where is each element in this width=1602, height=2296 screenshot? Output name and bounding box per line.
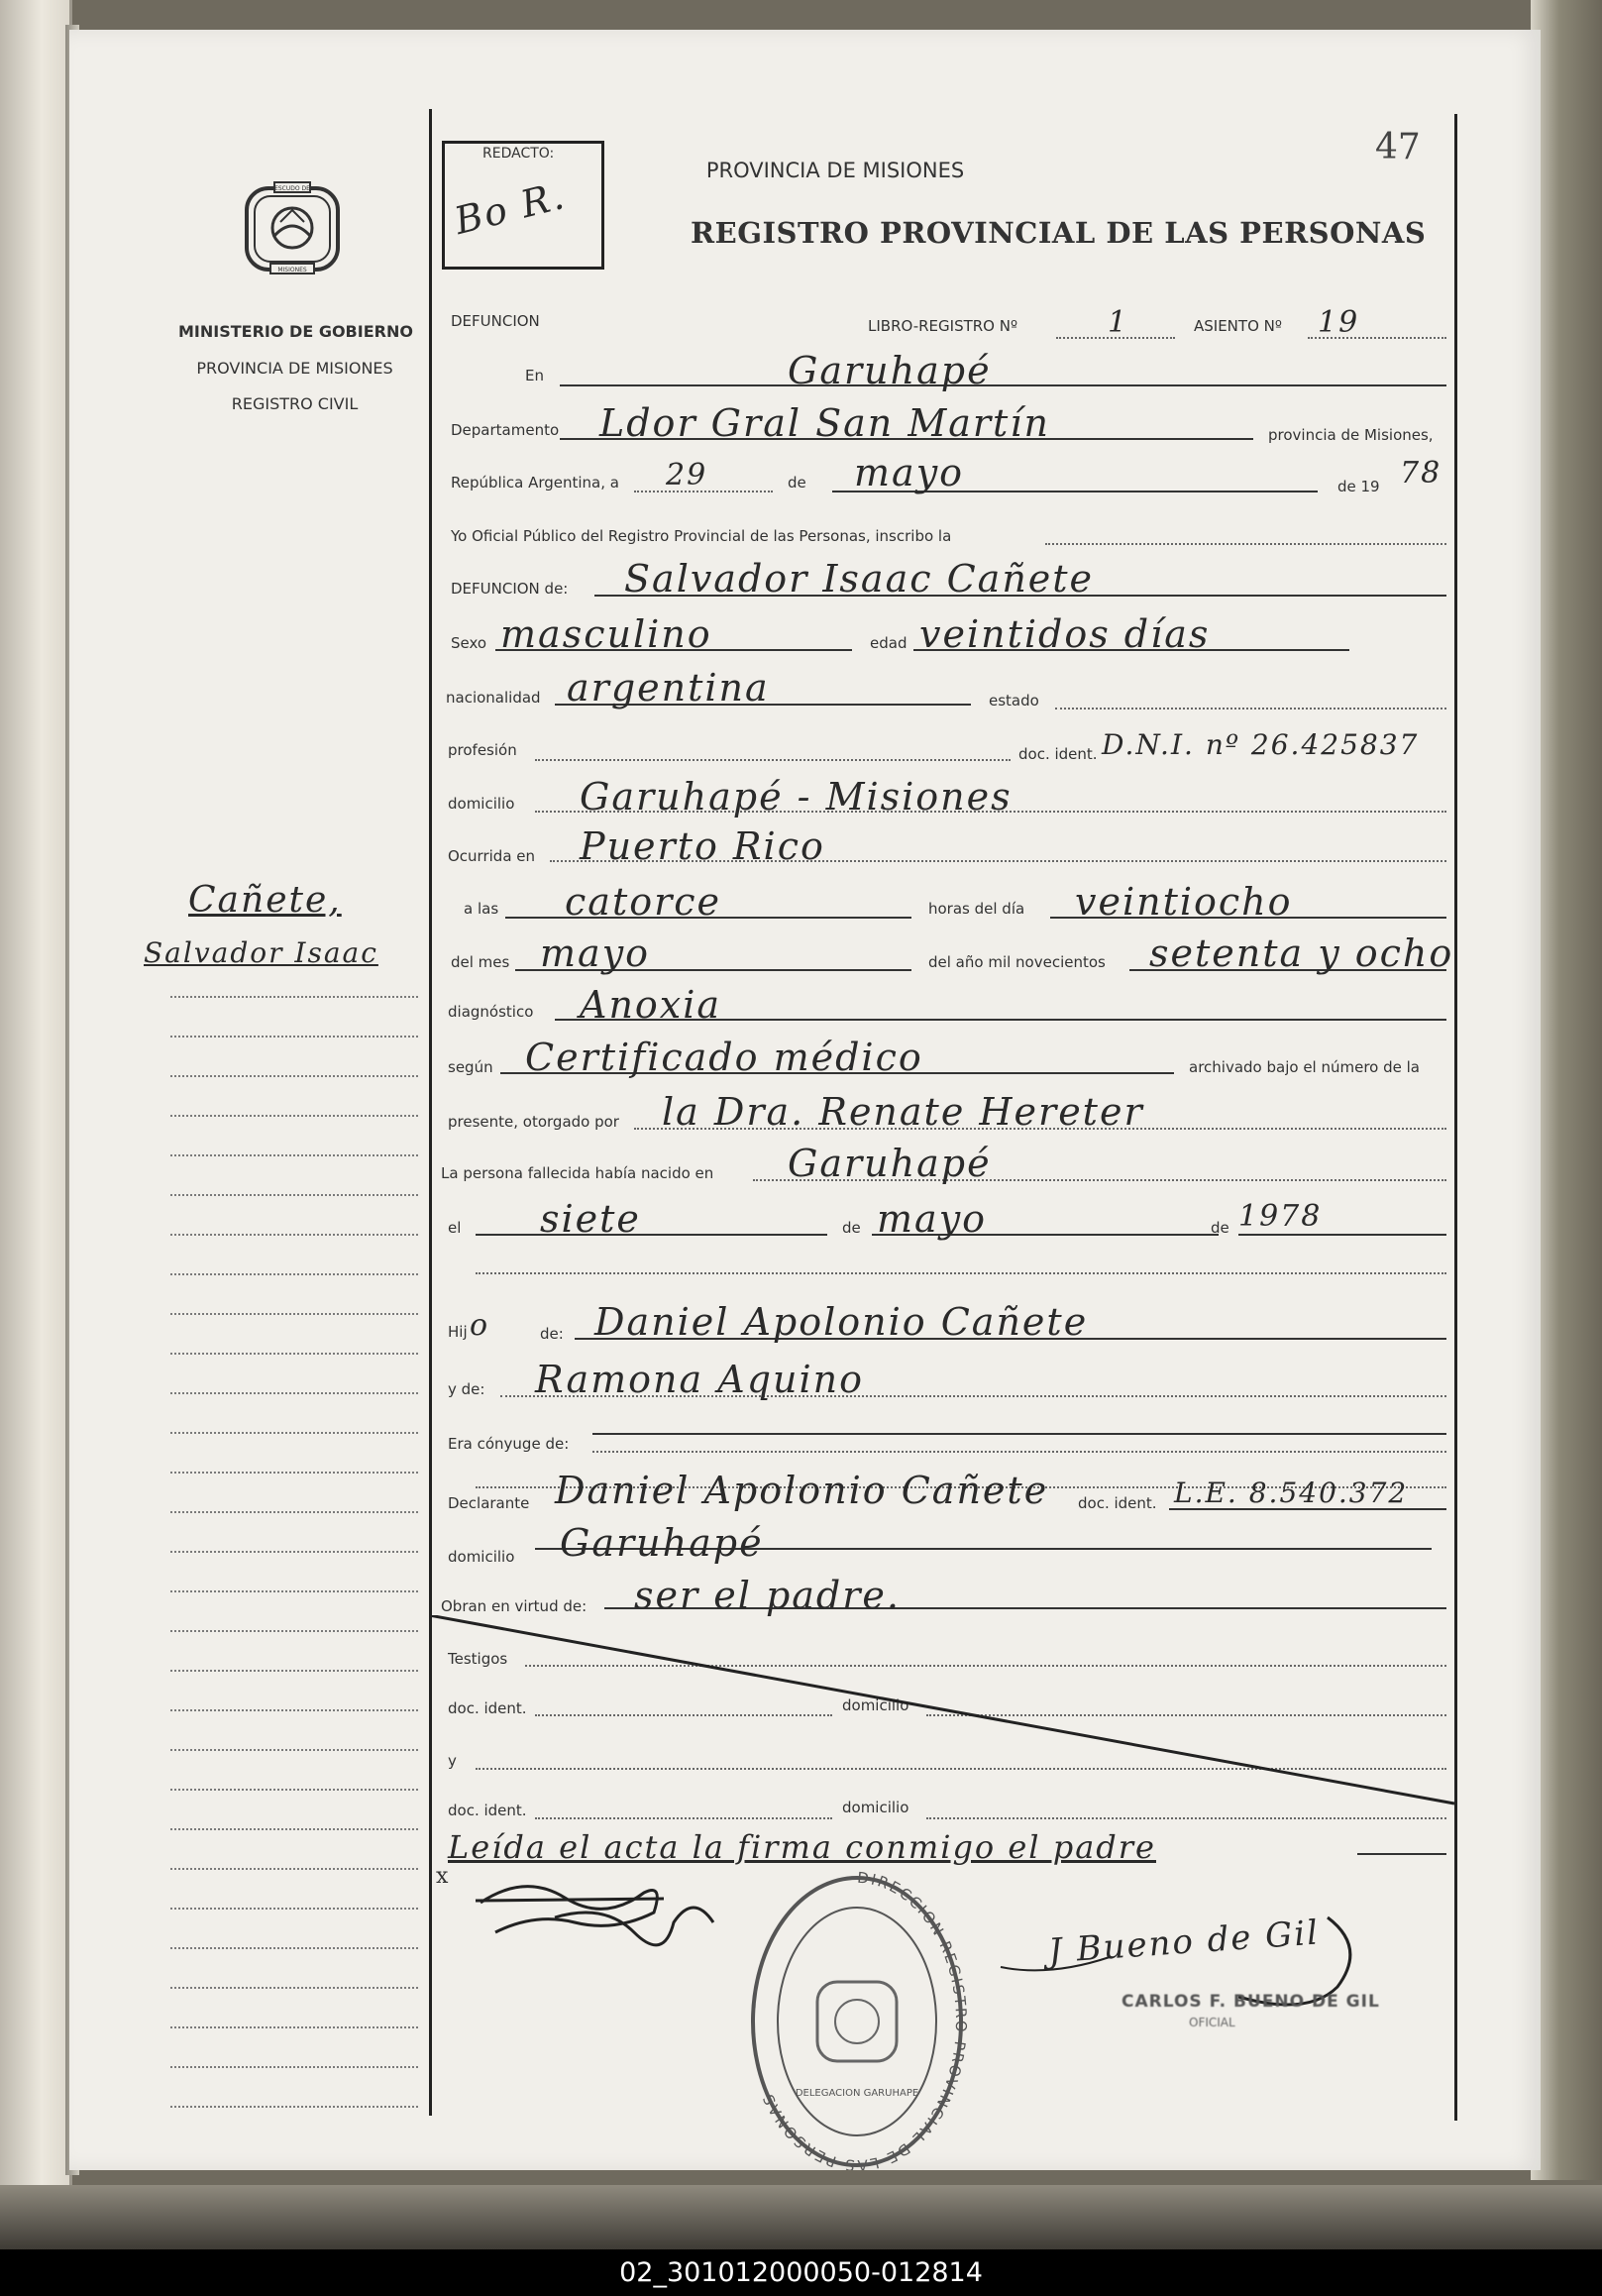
defuncion-de-label: DEFUNCION de: xyxy=(451,580,569,598)
obran-value: ser el padre. xyxy=(634,1574,901,1617)
declarante-domicilio-value: Garuhapé xyxy=(560,1521,764,1565)
testigo2-domicilio-label: domicilio xyxy=(842,1799,909,1816)
ministry-label: MINISTERIO DE GOBIERNO xyxy=(178,322,413,341)
header-title: REGISTRO PROVINCIAL DE LAS PERSONAS xyxy=(691,216,1427,250)
margin-ruled-line xyxy=(170,1353,418,1355)
segun-value: Certificado médico xyxy=(525,1036,923,1079)
domicilio-value: Garuhapé - Misiones xyxy=(580,775,1013,819)
margin-ruled-line xyxy=(170,1154,418,1156)
nacido-en-label: La persona fallecida había nacido en xyxy=(441,1164,714,1182)
oficial-text: Yo Oficial Público del Registro Provincial de las Personas, inscribo la xyxy=(451,527,952,545)
libro-value: 1 xyxy=(1108,305,1129,340)
nac-anio-value: 1978 xyxy=(1238,1199,1323,1234)
en-line xyxy=(560,384,1446,386)
nac-dia-line xyxy=(476,1234,827,1236)
declarante-value: Daniel Apolonio Cañete xyxy=(555,1469,1049,1512)
provincia-misiones-label: provincia de Misiones, xyxy=(1268,426,1434,444)
oficial-line xyxy=(1045,543,1446,545)
y-label: y xyxy=(448,1752,457,1770)
margin-ruled-line xyxy=(170,996,418,998)
margin-ruled-line xyxy=(170,1273,418,1275)
image-caption: 02_301012000050-012814 xyxy=(619,2257,983,2288)
margin-ruled-line xyxy=(170,1313,418,1315)
presente-label: presente, otorgado por xyxy=(448,1113,619,1131)
madre-value: Ramona Aquino xyxy=(535,1358,865,1401)
margin-ruled-line xyxy=(170,1749,418,1751)
province-label: PROVINCIA DE MISIONES xyxy=(196,359,393,378)
bottom-book-edge xyxy=(0,2185,1602,2249)
svg-text:ESCUDO DE: ESCUDO DE xyxy=(274,185,310,192)
edad-label: edad xyxy=(870,634,908,652)
profesion-line xyxy=(535,759,1011,761)
asiento-value: 19 xyxy=(1318,305,1360,340)
margin-ruled-line xyxy=(170,1947,418,1949)
nombre-value: Salvador Isaac Cañete xyxy=(624,557,1095,601)
anio-texto-value: setenta y ocho xyxy=(1149,931,1454,975)
form-right-border xyxy=(1454,114,1457,2121)
margin-ruled-line xyxy=(170,1590,418,1592)
ocurrida-label: Ocurrida en xyxy=(448,847,536,865)
margin-ruled-line xyxy=(170,1987,418,1989)
margin-ruled-line xyxy=(170,1828,418,1830)
domicilio-label: domicilio xyxy=(448,795,515,813)
segun-label: según xyxy=(448,1058,493,1076)
del-anio-label: del año mil novecientos xyxy=(928,953,1106,971)
dia-value: 29 xyxy=(666,458,708,492)
de-label-2: de xyxy=(842,1219,861,1237)
margin-ruled-line xyxy=(170,1194,418,1196)
margin-ruled-line xyxy=(170,1115,418,1117)
obran-label: Obran en virtud de: xyxy=(441,1597,587,1615)
sexo-value: masculino xyxy=(500,612,712,656)
dia-texto-value: veintiocho xyxy=(1075,880,1293,924)
de-label-1: de xyxy=(788,474,806,492)
hij-suffix: o xyxy=(470,1308,490,1343)
declarante-doc-label: doc. ident. xyxy=(1078,1494,1157,1512)
nac-anio-line xyxy=(1238,1234,1446,1236)
right-book-edge xyxy=(1531,0,1602,2180)
edad-value: veintidos días xyxy=(919,612,1211,656)
svg-text:MISIONES: MISIONES xyxy=(277,267,307,273)
leida-text: Leída el acta la firma conmigo el padre xyxy=(448,1828,1156,1866)
profesion-label: profesión xyxy=(448,741,517,759)
estado-label: estado xyxy=(989,692,1039,710)
margin-note-line1: Cañete, xyxy=(188,880,342,921)
margin-ruled-line xyxy=(170,1789,418,1791)
diagnostico-label: diagnóstico xyxy=(448,1003,534,1021)
page-number: 47 xyxy=(1375,127,1421,167)
redacto-label: REDACTO: xyxy=(482,146,555,162)
doc-ident-label: doc. ident. xyxy=(1018,745,1098,763)
en-label: En xyxy=(525,367,544,384)
de-padre-label: de: xyxy=(540,1325,564,1343)
departamento-label: Departamento xyxy=(451,421,560,439)
doc-value: D.N.I. nº 26.425837 xyxy=(1102,728,1420,761)
left-page-edge xyxy=(0,0,72,2185)
redacto-initials: Bo R. xyxy=(450,172,571,244)
testigo2-doc-line xyxy=(535,1817,832,1819)
asiento-label: ASIENTO Nº xyxy=(1194,317,1282,335)
a-las-label: a las xyxy=(464,900,499,918)
anio-value: 78 xyxy=(1400,456,1442,491)
margin-ruled-line xyxy=(170,1709,418,1711)
registry-oval-seal-icon xyxy=(738,1863,976,2170)
departamento-value: Ldor Gral San Martín xyxy=(599,401,1050,445)
sexo-label: Sexo xyxy=(451,634,487,652)
de-label-3: de xyxy=(1211,1219,1229,1237)
testigo1-domicilio-label: domicilio xyxy=(842,1696,909,1714)
blank-line-1 xyxy=(476,1272,1446,1274)
form-left-border xyxy=(429,109,432,2116)
declarante-doc-value: L.E. 8.540.372 xyxy=(1174,1476,1409,1509)
nacido-en-value: Garuhapé xyxy=(788,1142,992,1185)
official-signature-flourish-icon xyxy=(991,1908,1456,2056)
margin-ruled-line xyxy=(170,1392,418,1394)
mes-value: mayo xyxy=(854,451,965,494)
margin-note-line2: Salvador Isaac xyxy=(144,936,378,969)
margin-ruled-line xyxy=(170,2106,418,2108)
padre-value: Daniel Apolonio Cañete xyxy=(594,1300,1089,1344)
declarante-doc-line xyxy=(1169,1508,1446,1510)
otorgado-value: la Dra. Renate Hereter xyxy=(662,1090,1144,1134)
margin-ruled-line xyxy=(170,1472,418,1474)
official-stamp-line2: OFICIAL xyxy=(1189,2016,1235,2029)
del-mes-label: del mes xyxy=(451,953,510,971)
header-province: PROVINCIA DE MISIONES xyxy=(705,159,965,182)
declarante-label: Declarante xyxy=(448,1494,530,1512)
margin-ruled-line xyxy=(170,1630,418,1632)
hij-label: Hij xyxy=(448,1323,468,1341)
margin-ruled-line xyxy=(170,2066,418,2068)
mes2-value: mayo xyxy=(540,931,651,975)
nacionalidad-value: argentina xyxy=(567,666,770,710)
estado-line xyxy=(1055,708,1446,710)
diagnostico-value: Anoxia xyxy=(580,983,722,1027)
conyuge-line-top xyxy=(592,1433,1446,1435)
nac-mes-value: mayo xyxy=(877,1197,988,1241)
archivado-label: archivado bajo el número de la xyxy=(1189,1058,1420,1076)
cross-out-line xyxy=(429,1615,1459,1813)
conyuge-line xyxy=(592,1451,1446,1453)
de19-label: de 19 xyxy=(1337,478,1380,495)
margin-ruled-line xyxy=(170,1036,418,1038)
margin-ruled-line xyxy=(170,1432,418,1434)
el-label: el xyxy=(448,1219,462,1237)
y-de-label: y de: xyxy=(448,1380,485,1398)
margin-ruled-line xyxy=(170,1234,418,1236)
testigo1-doc-label: doc. ident. xyxy=(448,1699,527,1717)
svg-text:DIRECCION REGISTRO PROVINCIAL: DIRECCION REGISTRO PROVINCIAL DE LAS PERSONAS xyxy=(758,1868,971,2170)
registry-label: REGISTRO CIVIL xyxy=(231,394,359,413)
ocurrida-value: Puerto Rico xyxy=(580,824,825,868)
margin-ruled-line xyxy=(170,2026,418,2028)
margin-ruled-line xyxy=(170,1075,418,1077)
margin-ruled-line xyxy=(170,1511,418,1513)
testigo2-doc-label: doc. ident. xyxy=(448,1802,527,1819)
testigos-label: Testigos xyxy=(448,1650,508,1668)
hora-value: catorce xyxy=(565,880,722,924)
nac-dia-value: siete xyxy=(540,1197,641,1241)
defuncion-label: DEFUNCION xyxy=(451,312,540,330)
declarant-signature-icon xyxy=(436,1863,763,1992)
official-stamp-line1: CARLOS F. BUENO DE GIL xyxy=(1121,1992,1380,2012)
republica-label: República Argentina, a xyxy=(451,474,619,492)
nacionalidad-label: nacionalidad xyxy=(446,689,541,707)
testigo2-domicilio-line xyxy=(926,1817,1446,1819)
official-signature: J Bueno de Gil xyxy=(1046,1913,1322,1972)
svg-text:DELEGACION GARUHAPE: DELEGACION GARUHAPE xyxy=(795,2088,919,2099)
en-value: Garuhapé xyxy=(788,349,992,392)
misiones-coat-of-arms-icon xyxy=(241,180,344,275)
horas-dia-label: horas del día xyxy=(928,900,1025,918)
conyuge-label: Era cónyuge de: xyxy=(448,1435,570,1453)
leida-line xyxy=(1357,1853,1446,1855)
margin-ruled-line xyxy=(170,1868,418,1870)
libro-label: LIBRO-REGISTRO Nº xyxy=(868,317,1018,335)
margin-ruled-line xyxy=(170,1670,418,1672)
margin-ruled-line xyxy=(170,1908,418,1910)
margin-ruled-line xyxy=(170,1551,418,1553)
declarante-domicilio-label: domicilio xyxy=(448,1548,515,1566)
svg-text:x: x xyxy=(436,1864,449,1889)
